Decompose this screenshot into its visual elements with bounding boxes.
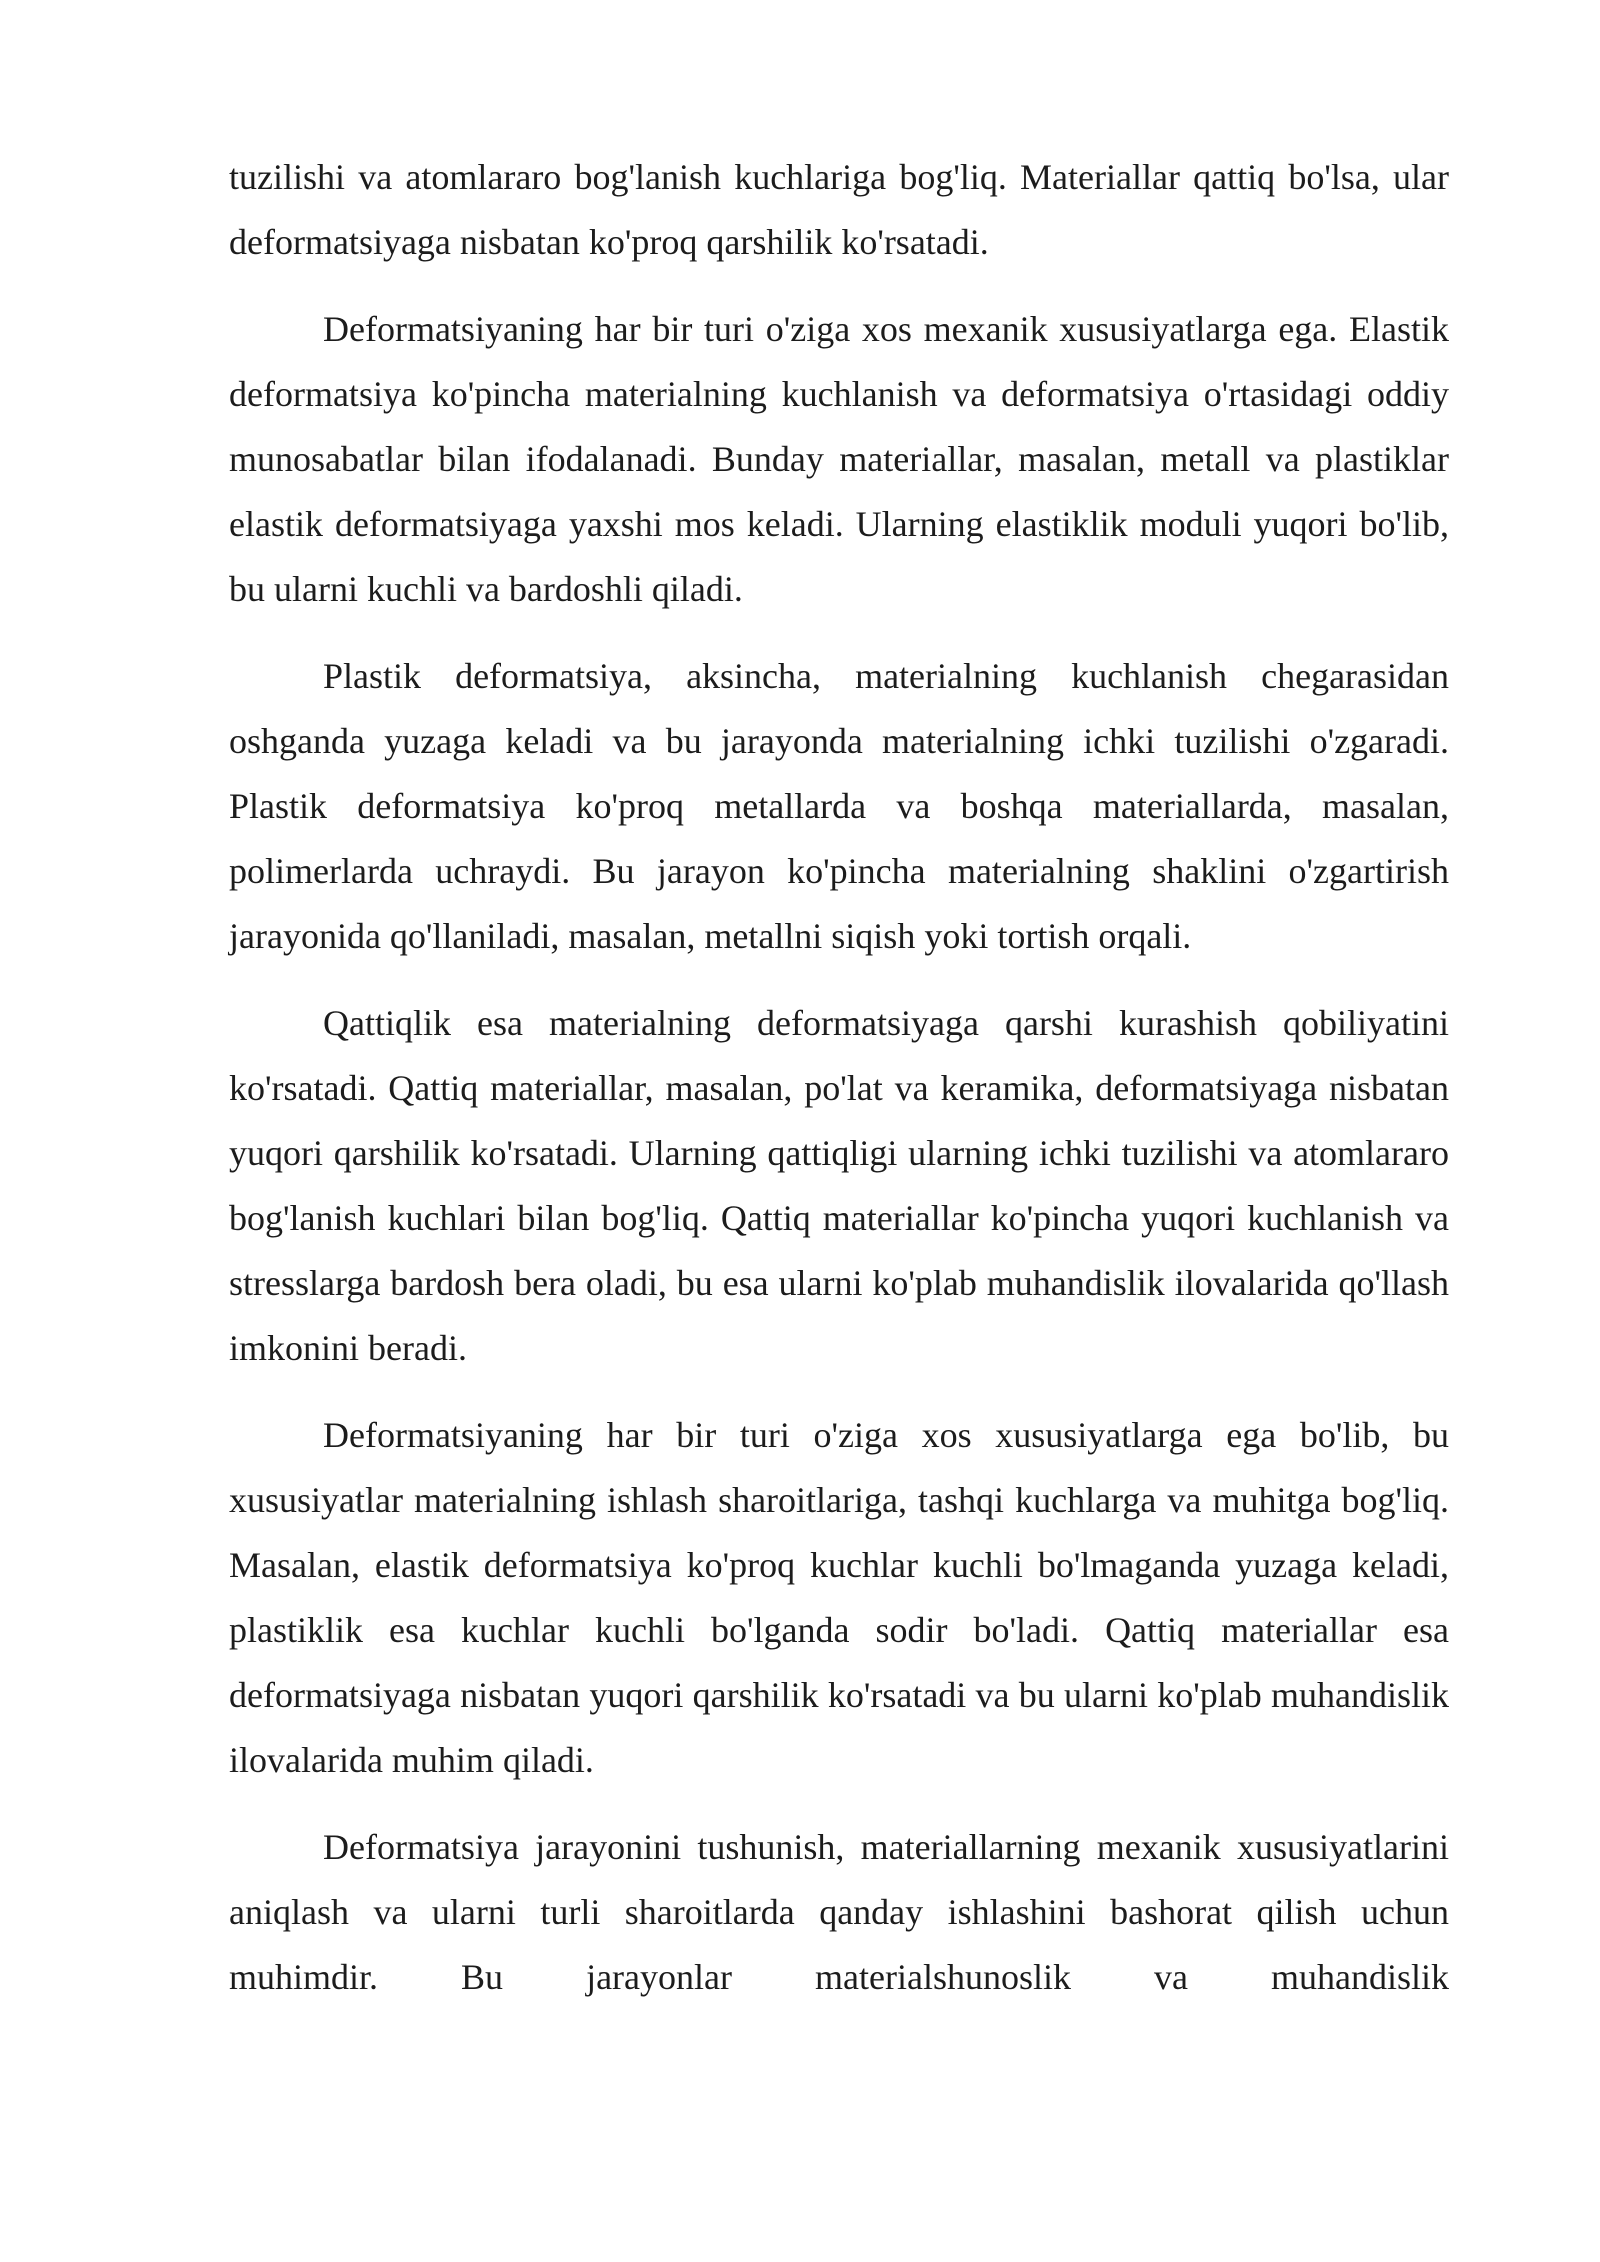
paragraph-hardness: Qattiqlik esa materialning deformatsiyaga qarshi kurashish qobiliyatini ko'rsatadi. Qattiq materiallar, masalan, po'lat va keramika, deformatsiyaga nisbatan yuqori qarshilik ko'rsatadi. Ularning qattiqligi ularning ichki tuzilishi va atomlararo bog'lanish kuchlari bilan bog'liq. Qattiq materiallar ko'pincha yuqori kuchlanish va stresslarga bardosh bera oladi, bu esa ularni ko'plab muhandislik ilovalarida qo'llash imkonini beradi. [229,1003,1449,1368]
paragraph-mechanical-properties: Deformatsiyaning har bir turi o'ziga xos mexanik xususiyatlarga ega. Elastik deformatsiya ko'pincha materialning kuchlanish va deformatsiya o'rtasidagi oddiy munosabatlar bilan ifodalanadi. Bunday materiallar, masalan, metall va plastiklar elastik deformatsiyaga yaxshi mos keladi. Ularning elastiklik moduli yuqori bo'lib, bu ularni kuchli va bardoshli qiladi. [229,309,1449,609]
paragraph-continuation: tuzilishi va atomlararo bog'lanish kuchlariga bog'liq. Materiallar qattiq bo'lsa, ular deformatsiyaga nisbatan ko'proq qarshilik ko'rsatadi. [229,157,1449,262]
document-body [229,145,1449,2032]
paragraph-deformation-process: Deformatsiya jarayonini tushunish, materiallarning mexanik xususiyatlarini aniqlash va ularni turli sharoitlarda qanday ishlashini bashorat qilish uchun muhimdir. Bu jarayonlar materialshunoslik va muhandislik [229,1827,1449,1997]
paragraph-deformation-types: Deformatsiyaning har bir turi o'ziga xos xususiyatlarga ega bo'lib, bu xususiyatlar materialning ishlash sharoitlariga, tashqi kuchlarga va muhitga bog'liq. Masalan, elastik deformatsiya ko'proq kuchlar kuchli bo'lmaganda yuzaga keladi, plastiklik esa kuchlar kuchli bo'lganda sodir bo'ladi. Qattiq materiallar esa deformatsiyaga nisbatan yuqori qarshilik ko'rsatadi va bu ularni ko'plab muhandislik ilovalarida muhim qiladi. [229,1415,1449,1780]
paragraph-plastic-deformation: Plastik deformatsiya, aksincha, materialning kuchlanish chegarasidan oshganda yuzaga keladi va bu jarayonda materialning ichki tuzilishi o'zgaradi. Plastik deformatsiya ko'proq metallarda va boshqa materiallarda, masalan, polimerlarda uchraydi. Bu jarayon ko'pincha materialning shaklini o'zgartirish jarayonida qo'llaniladi, masalan, metallni siqish yoki tortish orqali. [229,656,1449,956]
